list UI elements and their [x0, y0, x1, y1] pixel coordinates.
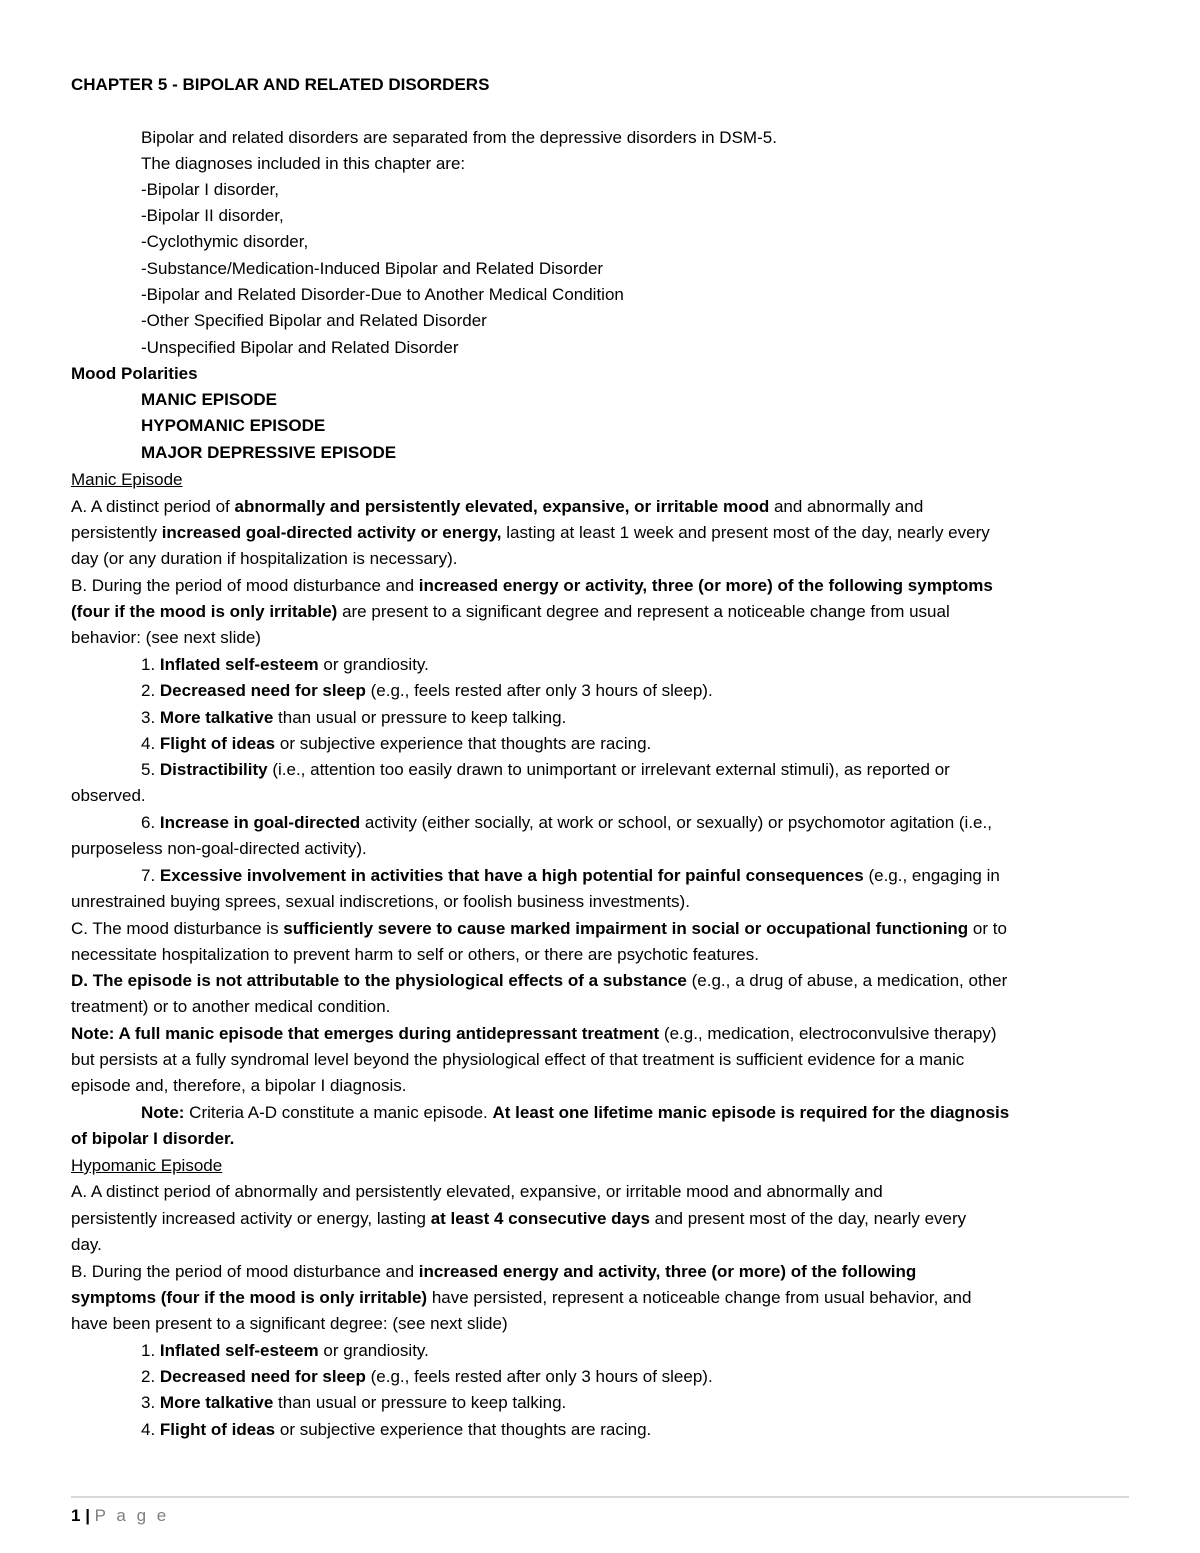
intro-paragraph: The diagnoses included in this chapter are: [141, 154, 466, 173]
criterion-text: treatment) or to another medical condition. [71, 997, 391, 1016]
criterion-text: day (or any duration if hospitalization is necessary). [71, 549, 458, 568]
diagnosis-item: -Substance/Medication-Induced Bipolar and Related Disorder [141, 259, 604, 278]
criterion-text: C. The mood disturbance is sufficiently severe to cause marked impairment in social or occupational functioning or to [71, 919, 1007, 938]
criterion-text: B. During the period of mood disturbance and increased energy or activity, three (or more) of the following symptoms [71, 576, 993, 595]
criterion-text: symptoms (four if the mood is only irritable) have persisted, represent a noticeable change from usual behavior, and [71, 1288, 972, 1307]
symptom-item: 3. More talkative than usual or pressure to keep talking. [141, 1393, 567, 1412]
diagnosis-item: -Bipolar I disorder, [141, 180, 279, 199]
note-text: of bipolar I disorder. [71, 1129, 235, 1148]
note-text: Note: Criteria A-D constitute a manic episode. At least one lifetime manic episode is required for the diagnosis [141, 1103, 1010, 1122]
symptom-item: 4. Flight of ideas or subjective experience that thoughts are racing. [141, 734, 652, 753]
section-heading: Hypomanic Episode [71, 1156, 223, 1175]
symptom-item: 2. Decreased need for sleep (e.g., feels rested after only 3 hours of sleep). [141, 681, 713, 700]
symptom-item: 1. Inflated self-esteem or grandiosity. [141, 1341, 429, 1360]
criterion-text: behavior: (see next slide) [71, 628, 261, 647]
mood-item: MAJOR DEPRESSIVE EPISODE [141, 443, 397, 462]
footer-divider [71, 1496, 1129, 1498]
chapter-title: CHAPTER 5 - BIPOLAR AND RELATED DISORDERS [71, 75, 490, 94]
diagnosis-item: -Bipolar II disorder, [141, 206, 284, 225]
diagnosis-item: -Bipolar and Related Disorder-Due to Another Medical Condition [141, 285, 624, 304]
symptom-item: 5. Distractibility (i.e., attention too easily drawn to unimportant or irrelevant external stimuli), as reported or [141, 760, 950, 779]
page-label: P a g e [94, 1506, 170, 1525]
diagnosis-item: -Cyclothymic disorder, [141, 232, 309, 251]
diagnosis-item: -Unspecified Bipolar and Related Disorder [141, 338, 459, 357]
criterion-text: A. A distinct period of abnormally and persistently elevated, expansive, or irritable mood and abnormally and [71, 497, 924, 516]
criterion-text: B. During the period of mood disturbance and increased energy and activity, three (or more) of the following [71, 1262, 917, 1281]
symptom-item: 3. More talkative than usual or pressure to keep talking. [141, 708, 567, 727]
symptom-item: 1. Inflated self-esteem or grandiosity. [141, 655, 429, 674]
symptom-item: 4. Flight of ideas or subjective experience that thoughts are racing. [141, 1420, 652, 1439]
mood-item: HYPOMANIC EPISODE [141, 416, 326, 435]
symptom-continuation: unrestrained buying sprees, sexual indiscretions, or foolish business investments). [71, 892, 690, 911]
diagnosis-item: -Other Specified Bipolar and Related Disorder [141, 311, 487, 330]
symptom-continuation: purposeless non-goal-directed activity). [71, 839, 367, 858]
note-text: episode and, therefore, a bipolar I diagnosis. [71, 1076, 407, 1095]
page-number: 1 [71, 1506, 81, 1525]
page-footer: 1 | P a g e [71, 1506, 170, 1525]
intro-paragraph: Bipolar and related disorders are separated from the depressive disorders in DSM-5. [141, 128, 777, 147]
criterion-text: persistently increased goal-directed activity or energy, lasting at least 1 week and present most of the day, nearly every [71, 523, 990, 542]
criterion-text: A. A distinct period of abnormally and persistently elevated, expansive, or irritable mood and abnormally and [71, 1182, 883, 1201]
section-heading: Manic Episode [71, 470, 183, 489]
note-text: but persists at a fully syndromal level beyond the physiological effect of that treatment is sufficient evidence for a manic [71, 1050, 965, 1069]
section-heading: Mood Polarities [71, 364, 198, 383]
mood-item: MANIC EPISODE [141, 390, 278, 409]
criterion-text: day. [71, 1235, 102, 1254]
symptom-continuation: observed. [71, 786, 146, 805]
criterion-text: necessitate hospitalization to prevent harm to self or others, or there are psychotic features. [71, 945, 759, 964]
symptom-item: 7. Excessive involvement in activities that have a high potential for painful consequences (e.g., engaging in [141, 866, 1000, 885]
criterion-text: (four if the mood is only irritable) are present to a significant degree and represent a noticeable change from usual [71, 602, 950, 621]
criterion-text: persistently increased activity or energy, lasting at least 4 consecutive days and present most of the day, nearly every [71, 1209, 967, 1228]
criterion-text: D. The episode is not attributable to the physiological effects of a substance (e.g., a drug of abuse, a medication, other [71, 971, 1008, 990]
criterion-text: have been present to a significant degree: (see next slide) [71, 1314, 508, 1333]
symptom-item: 2. Decreased need for sleep (e.g., feels rested after only 3 hours of sleep). [141, 1367, 713, 1386]
symptom-item: 6. Increase in goal-directed activity (either socially, at work or school, or sexually) or psychomotor agitation (i.e., [141, 813, 992, 832]
note-text: Note: A full manic episode that emerges during antidepressant treatment (e.g., medication, electroconvulsive therapy) [71, 1024, 997, 1043]
